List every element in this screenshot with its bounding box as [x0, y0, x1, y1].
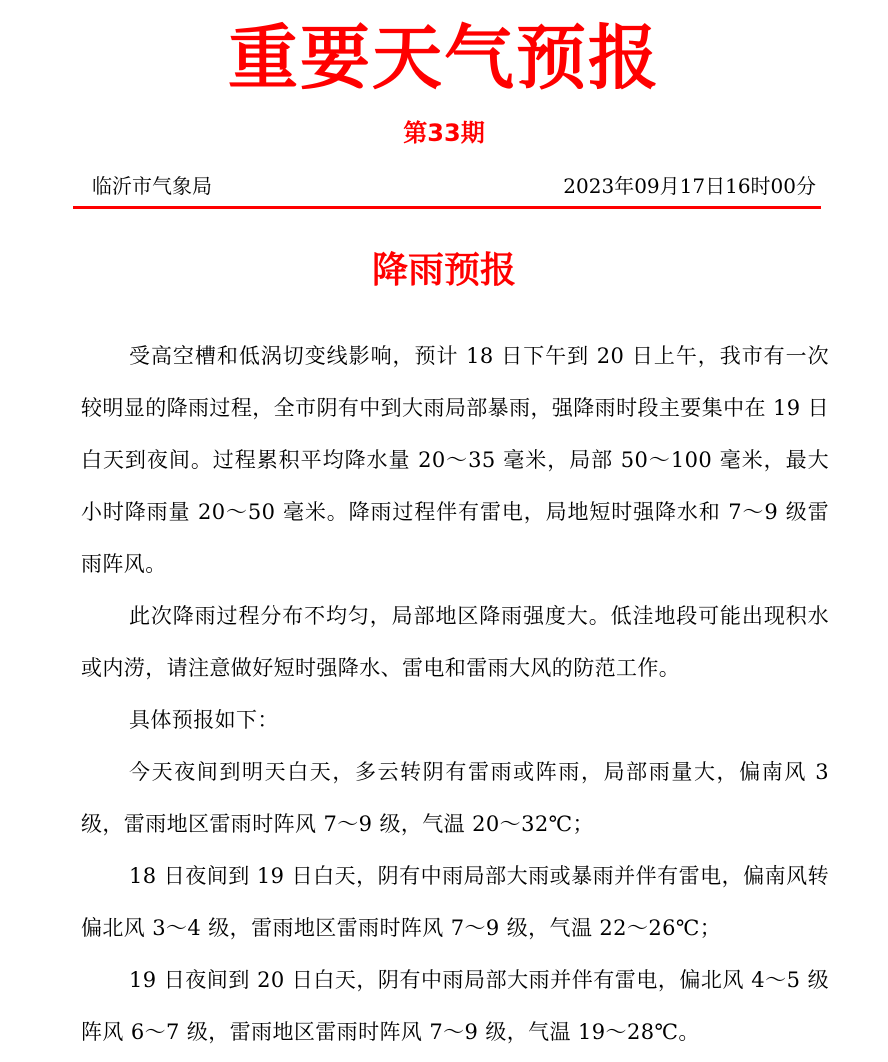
section-title: 降雨预报 — [371, 250, 516, 291]
paragraph: 今天夜间到明天白天，多云转阴有雷雨或阵雨，局部雨量大，偏南风 3 级，雷雨地区雷雨时阵风 7～9 级，气温 20～32℃； — [81, 760, 829, 836]
red-divider — [73, 206, 821, 209]
forecast-body — [81, 330, 829, 1058]
paragraph: 具体预报如下： — [129, 708, 279, 732]
issue-datetime: 2023年09月17日16时00分 — [563, 174, 816, 198]
issuer-row — [92, 170, 816, 202]
paragraph: 19 日夜间到 20 日白天，阴有中雨局部大雨并伴有雷电，偏北风 4～5 级阵风 6～7 级，雷雨地区雷雨时阵风 7～9 级，气温 19～28℃。 — [81, 968, 829, 1044]
paragraph: 受高空槽和低涡切变线影响，预计 18 日下午到 20 日上午，我市有一次较明显的降雨过程，全市阴有中到大雨局部暴雨，强降雨时段主要集中在 19 日白天到夜间。过程累积平均降水量 20～35 毫米，局部 50～100 毫米，最大小时降雨量 20～50 毫米。降雨过程伴有雷电，局地短时强降水和 7～9 级雷雨阵风。 — [81, 344, 829, 576]
issuer-name: 临沂市气象局 — [92, 174, 212, 198]
paragraph: 18 日夜间到 19 日白天，阴有中雨局部大雨或暴雨并伴有雷电，偏南风转偏北风 3～4 级，雷雨地区雷雨时阵风 7～9 级，气温 22～26℃； — [81, 864, 829, 940]
paragraph: 此次降雨过程分布不均匀，局部地区降雨强度大。低洼地段可能出现积水或内涝，请注意做好短时强降水、雷电和雷雨大风的防范工作。 — [81, 604, 829, 680]
issue-number: 第33期 — [403, 119, 485, 147]
bulletin-title: 重要天气预报 — [228, 17, 660, 99]
